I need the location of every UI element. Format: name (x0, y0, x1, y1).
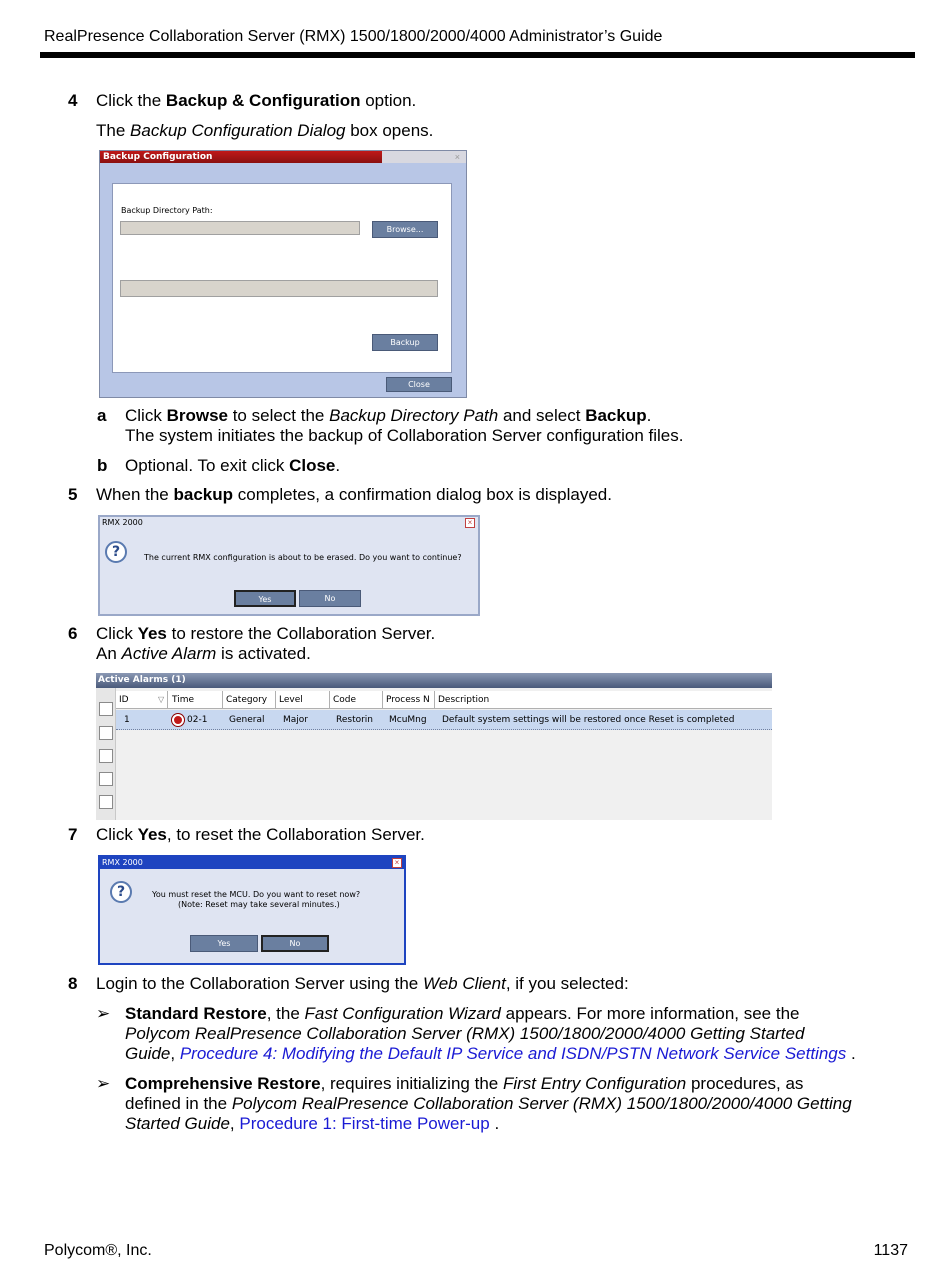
step-number: 5 (68, 485, 78, 504)
export-icon[interactable] (99, 772, 113, 786)
alarm-category: General (229, 715, 265, 725)
bullet-2-line3: Started Guide, Procedure 1: First-time Power-up . (125, 1114, 500, 1133)
alarm-code: Restorin (336, 715, 374, 725)
alarm-id: 1 (124, 715, 130, 725)
step-number: 7 (68, 825, 78, 844)
dialog-title: RMX 2000 (100, 857, 404, 869)
step-number: 6 (68, 624, 78, 643)
browse-button[interactable]: Browse... (372, 221, 438, 238)
substep-a-line2: The system initiates the backup of Collaboration Server configuration files. (125, 426, 684, 445)
procedure-1-link[interactable]: Procedure 1: First-time Power-up (239, 1114, 490, 1133)
yes-button[interactable]: Yes (234, 590, 296, 607)
alarms-header-row (116, 691, 772, 709)
alarm-toolbar-icon[interactable] (99, 702, 113, 716)
close-icon[interactable]: × (392, 858, 402, 868)
question-icon: ? (105, 541, 127, 563)
warning-icon[interactable] (99, 749, 113, 763)
reset-message-line2: (Note: Reset may take several minutes.) (178, 900, 340, 909)
backup-button[interactable]: Backup (372, 334, 438, 351)
close-button[interactable]: Close (386, 377, 452, 392)
confirm-message: The current RMX configuration is about to be erased. Do you want to continue? (144, 553, 462, 562)
step-5-text: When the backup completes, a confirmation dialog box is displayed. (96, 485, 612, 504)
step-4-text: Click the Backup & Configuration option. (96, 91, 417, 110)
bullet-2-line1: Comprehensive Restore, requires initializing the First Entry Configuration procedures, as (125, 1074, 804, 1093)
table-row[interactable] (116, 710, 772, 730)
column-header[interactable]: Code (330, 691, 383, 709)
active-alarms-pane (96, 673, 772, 820)
column-header[interactable]: Time (169, 691, 223, 709)
step-number: 8 (68, 974, 78, 993)
substep-letter: a (97, 406, 107, 425)
reset-dialog (98, 855, 406, 965)
column-header[interactable]: Level (276, 691, 330, 709)
backup-configuration-dialog (99, 150, 467, 398)
step-6-line2: An Active Alarm is activated. (96, 644, 311, 663)
dialog-title: Backup Configuration (100, 151, 382, 163)
step-6-text: Click Yes to restore the Collaboration Server. (96, 624, 436, 643)
column-header[interactable]: Description (438, 695, 490, 705)
confirm-dialog (98, 515, 480, 616)
page-number: 1137 (873, 1242, 908, 1259)
alarm-time: 02-1 (187, 715, 208, 725)
column-header[interactable]: Category (223, 691, 276, 709)
table-icon[interactable] (99, 726, 113, 740)
step-7-text: Click Yes, to reset the Collaboration Server. (96, 825, 425, 844)
alarm-description: Default system settings will be restored once Reset is completed (442, 715, 735, 725)
progress-field (120, 280, 438, 297)
alarm-time-cell (169, 710, 223, 730)
alarm-level: Major (283, 715, 308, 725)
bullet-1-line3: Guide, Procedure 4: Modifying the Default IP Service and ISDN/PSTN Network Service Settings . (125, 1044, 856, 1063)
sort-icon: ▽ (158, 695, 165, 704)
procedure-4-link[interactable]: Procedure 4: Modifying the Default IP Service and ISDN/PSTN Network Service Settings (179, 1044, 847, 1063)
close-icon[interactable]: × (465, 518, 475, 528)
header-rule (40, 52, 915, 58)
dialog-title: RMX 2000 (100, 517, 478, 529)
yes-button[interactable]: Yes (190, 935, 258, 952)
substep-a-text: Click Browse to select the Backup Directory Path and select Backup. (125, 406, 652, 425)
backup-path-label: Backup Directory Path: (121, 206, 213, 215)
alarms-title: Active Alarms (1) (96, 673, 772, 688)
step-number: 4 (68, 91, 78, 110)
backup-path-input[interactable] (120, 221, 360, 235)
step-4-result: The Backup Configuration Dialog box opens. (96, 121, 434, 140)
no-button[interactable]: No (299, 590, 361, 607)
step-8-text: Login to the Collaboration Server using the Web Client, if you selected: (96, 974, 629, 993)
bullet-arrow-icon: ➢ (96, 1074, 111, 1093)
bullet-2-line2: defined in the Polycom RealPresence Collaboration Server (RMX) 1500/1800/2000/4000 Getting (125, 1094, 852, 1113)
alarm-icon (172, 714, 184, 726)
column-header[interactable]: ID (116, 691, 168, 709)
bullet-1-line2: Polycom RealPresence Collaboration Server (RMX) 1500/1800/2000/4000 Getting Started (125, 1024, 805, 1043)
substep-letter: b (97, 456, 108, 475)
no-button[interactable]: No (261, 935, 329, 952)
column-header[interactable]: Process N (383, 691, 435, 709)
close-icon[interactable]: × (454, 152, 460, 162)
footer-company: Polycom®, Inc. (44, 1242, 152, 1259)
bullet-1-line1: Standard Restore, the Fast Configuration Wizard appears. For more information, see the (125, 1004, 800, 1023)
alarm-process: McuMng (389, 715, 427, 725)
reset-message-line1: You must reset the MCU. Do you want to reset now? (152, 890, 361, 899)
question-icon: ? (110, 881, 132, 903)
text-file-icon[interactable] (99, 795, 113, 809)
substep-b-text: Optional. To exit click Close. (125, 456, 341, 475)
page-header: RealPresence Collaboration Server (RMX) 1500/1800/2000/4000 Administrator’s Guide (44, 28, 663, 45)
alarms-toolbar (96, 688, 116, 820)
bullet-arrow-icon: ➢ (96, 1004, 111, 1023)
backup-panel (112, 183, 452, 373)
